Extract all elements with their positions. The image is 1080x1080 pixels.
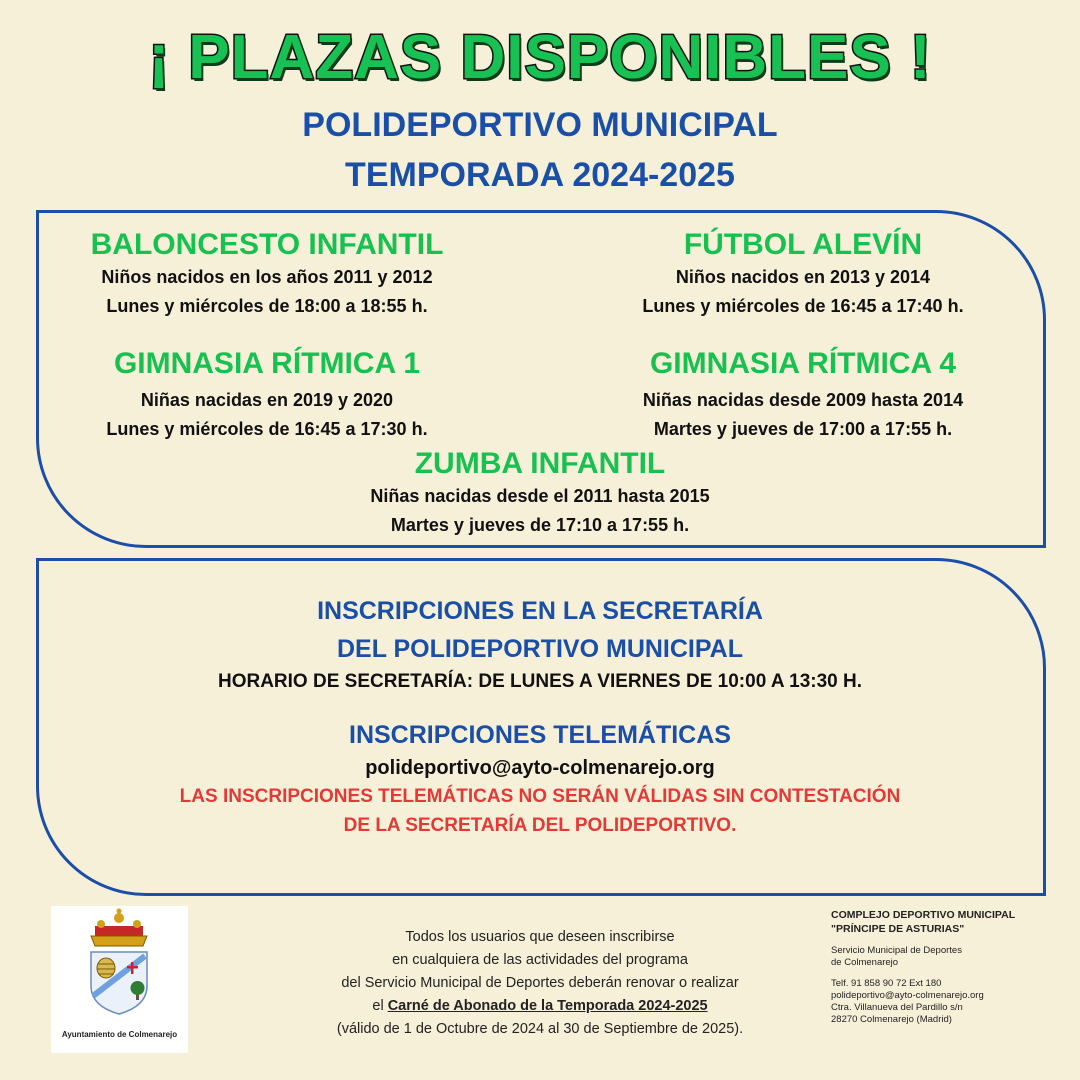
membership-card-title: Carné de Abonado de la Temporada 2024-2025 (387, 998, 708, 1014)
activity-gimnasia-1 (37, 346, 497, 444)
activity-zumba (310, 446, 770, 540)
activity-schedule: Lunes y miércoles de 18:00 a 18:55 h. (106, 296, 428, 316)
activity-gimnasia-4 (573, 346, 1033, 444)
notice-line: del Servicio Municipal de Deportes deberán renovar o realizar (341, 975, 739, 991)
registration-email-link[interactable]: polideportivo@ayto-colmenarejo.org (365, 757, 715, 779)
subtitle-venue: POLIDEPORTIVO MUNICIPAL (302, 106, 778, 144)
town-logo (51, 906, 188, 1053)
contact-info (831, 908, 1071, 1026)
service-name: de Colmenarejo (831, 957, 899, 968)
logo-caption: Ayuntamiento de Colmenarejo (61, 1030, 178, 1039)
office-hours: HORARIO DE SECRETARÍA: DE LUNES A VIERNES DE 10:00 A 13:30 H. (217, 671, 862, 692)
warning-text: LAS INSCRIPCIONES TELEMÁTICAS NO SERÁN VÁLIDAS SIN CONTESTACIÓN (179, 786, 901, 807)
notice-line: (válido de 1 de Octubre de 2024 al 30 de Septiembre de 2025). (336, 1021, 744, 1037)
registration-heading: DEL POLIDEPORTIVO MUNICIPAL (336, 635, 744, 663)
activity-schedule: Martes y jueves de 17:10 a 17:55 h. (390, 515, 690, 535)
activity-ages: Niños nacidos en los años 2011 y 2012 (101, 267, 433, 287)
main-title: ¡ PLAZAS DISPONIBLES ! (148, 23, 932, 92)
online-heading: INSCRIPCIONES TELEMÁTICAS (349, 721, 731, 749)
activity-baloncesto (37, 227, 497, 321)
activity-title: FÚTBOL ALEVÍN (683, 228, 923, 261)
activity-schedule: Lunes y miércoles de 16:45 a 17:30 h. (106, 419, 428, 439)
contact-address: Ctra. Villanueva del Pardillo s/n (831, 1002, 963, 1013)
notice-line: en cualquiera de las actividades del programa (392, 952, 688, 968)
notice-prefix: el (372, 998, 388, 1014)
activity-title: GIMNASIA RÍTMICA 4 (649, 347, 957, 380)
coat-of-arms-icon (51, 906, 188, 1026)
activity-title: GIMNASIA RÍTMICA 1 (113, 347, 421, 380)
registration-heading: INSCRIPCIONES EN LA SECRETARÍA (317, 597, 763, 625)
online-registration-section (0, 716, 1080, 840)
complex-name: COMPLEJO DEPORTIVO MUNICIPAL (831, 909, 1016, 921)
membership-notice (300, 926, 780, 1041)
warning-text: DE LA SECRETARÍA DEL POLIDEPORTIVO. (343, 815, 737, 836)
notice-line: Todos los usuarios que deseen inscribirse (405, 929, 675, 945)
activity-ages: Niñas nacidas en 2019 y 2020 (140, 390, 394, 410)
contact-phone: Telf. 91 858 90 72 Ext 180 (831, 978, 942, 989)
activity-title: BALONCESTO INFANTIL (90, 228, 444, 261)
activity-ages: Niñas nacidas desde 2009 hasta 2014 (642, 390, 964, 410)
subtitle-season: TEMPORADA 2024-2025 (345, 156, 735, 194)
activity-ages: Niñas nacidas desde el 2011 hasta 2015 (370, 486, 710, 506)
activity-futbol (573, 227, 1033, 321)
complex-name: "PRÍNCIPE DE ASTURIAS" (831, 923, 965, 935)
contact-email[interactable]: polideportivo@ayto-colmenarejo.org (831, 990, 984, 1001)
activity-schedule: Martes y jueves de 17:00 a 17:55 h. (653, 419, 953, 439)
notice-line (300, 995, 780, 1018)
registration-section (0, 592, 1080, 696)
contact-address: 28270 Colmenarejo (Madrid) (831, 1014, 952, 1025)
activity-schedule: Lunes y miércoles de 16:45 a 17:40 h. (642, 296, 964, 316)
activity-ages: Niños nacidos en 2013 y 2014 (675, 267, 931, 287)
service-name: Servicio Municipal de Deportes (831, 945, 962, 956)
activity-title: ZUMBA INFANTIL (414, 447, 666, 480)
